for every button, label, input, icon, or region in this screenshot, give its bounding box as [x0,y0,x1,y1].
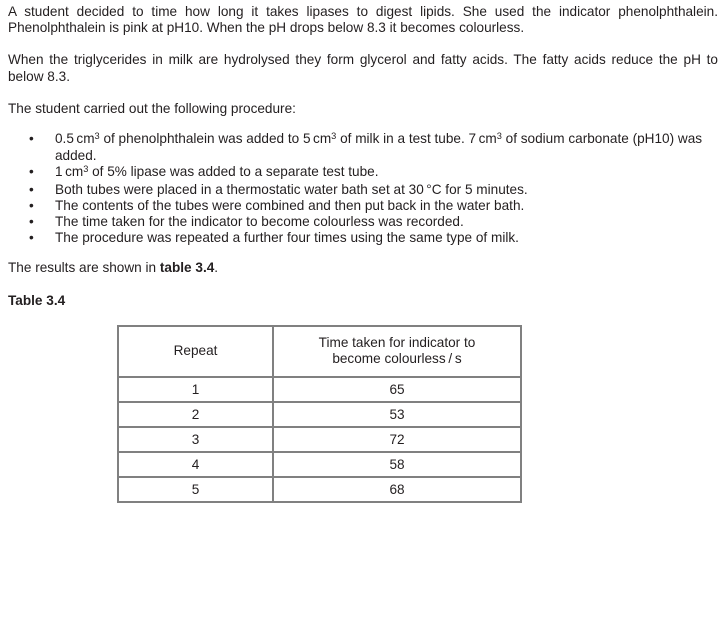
procedure-step [0,214,723,230]
step-text: of phenolphthalein was added to 5 [99,131,311,147]
paragraph-spacer-6 [0,309,723,325]
bullet-icon: • [29,164,34,180]
paragraph-spacer-2 [0,85,723,101]
bullet-icon: • [29,214,34,230]
bullet-icon: • [29,230,34,246]
results-table-body [118,377,521,502]
step-text: cm [65,164,84,180]
results-table [117,325,522,503]
table-row [118,477,521,502]
table-caption: Table 3.4 [8,292,66,308]
cell-repeat: 4 [118,452,273,477]
results-table-head [118,326,521,377]
step-text: The procedure was repeated a further four times using the same type of milk. [55,230,519,246]
superscript-text: 3 [83,164,89,175]
paragraph-spacer-3 [0,117,723,131]
column-header-time-line-2: become colourless / s [332,351,462,367]
procedure-step [0,164,723,181]
column-header-time [273,326,521,377]
step-text: 1 [55,164,63,180]
cell-time: 53 [273,402,521,427]
step-text: of 5% lipase was added to a separate test tube. [88,164,379,180]
column-header-repeat-line-1: Repeat [173,343,218,359]
cell-repeat: 5 [118,477,273,502]
cell-time: 65 [273,377,521,402]
intro-paragraph-1: A student decided to time how long it takes lipases to digest lipids. She used the indicator phenolphthalein. Phenolphthalein is pink at pH10. When the pH drops below 8.3 it becomes colourless. [8,4,718,36]
step-text: Both tubes were placed in a thermostatic water bath set at 30 [55,181,424,197]
column-header-repeat [118,326,273,377]
results-lead-prefix: The results are shown in [8,260,160,276]
results-table-container [0,325,723,503]
table-row [118,452,521,477]
step-text: cm [478,131,497,147]
cell-repeat: 3 [118,427,273,452]
table-row [118,427,521,452]
cell-repeat: 2 [118,402,273,427]
cell-time: 72 [273,427,521,452]
results-lead-suffix: . [214,260,219,276]
bullet-icon: • [29,197,34,213]
step-text: °C [426,181,442,197]
step-text: of sodium carbonate (pH10) was added. [55,131,703,164]
table-reference: table 3.4 [159,260,215,276]
table-header-row [118,326,521,377]
cell-repeat: 1 [118,377,273,402]
bullet-icon: • [29,181,34,197]
step-text: cm [76,131,95,147]
bullet-icon: • [29,131,34,147]
procedure-step [0,131,723,164]
step-text: for 5 minutes. [441,181,528,197]
superscript-text: 3 [496,130,502,141]
procedure-step [0,230,723,246]
paragraph-spacer-4 [0,246,723,260]
procedure-lead-text: The student carried out the following procedure: [8,100,296,116]
cell-time: 68 [273,477,521,502]
procedure-step [0,198,723,214]
column-header-time-line-1: Time taken for indicator to [318,334,476,350]
step-text: The time taken for the indicator to become colourless was recorded. [55,214,464,230]
superscript-text: 3 [94,130,100,141]
step-text: The contents of the tubes were combined and then put back in the water bath. [55,197,525,213]
results-lead-text [0,260,723,276]
intro-paragraph-2: When the triglycerides in milk are hydrolysed they form glycerol and fatty acids. The fatty acids reduce the pH to below 8.3. [8,52,718,84]
step-text: 0.5 [55,131,74,147]
paragraph-spacer-5 [0,277,723,293]
table-row [118,377,521,402]
superscript-text: 3 [331,130,337,141]
step-text: cm [313,131,332,147]
paragraph-spacer-1 [0,36,723,52]
step-text: of milk in a test tube. 7 [336,131,477,147]
cell-time: 58 [273,452,521,477]
table-row [118,402,521,427]
procedure-step-list [0,131,723,246]
procedure-step [0,182,723,198]
